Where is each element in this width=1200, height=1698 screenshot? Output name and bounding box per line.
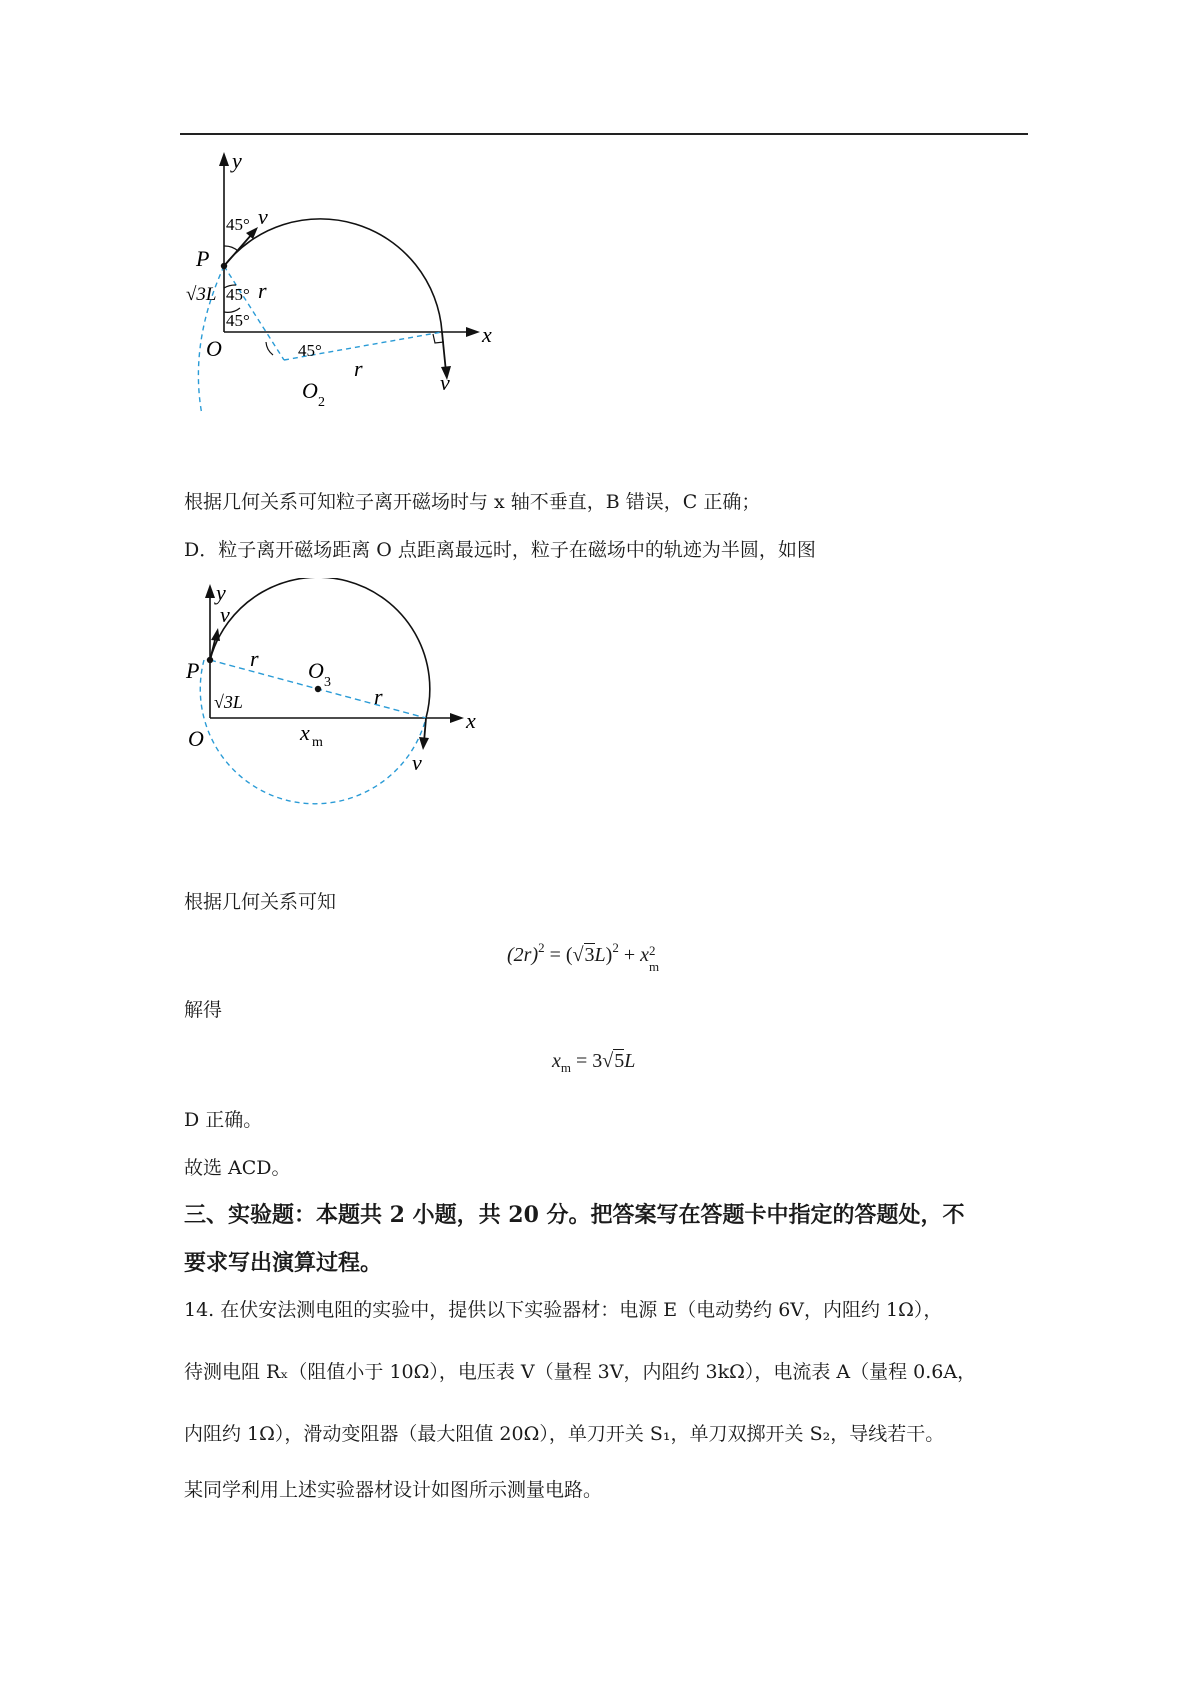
eq1-lhs-exponent: 2 (538, 940, 545, 955)
velocity-p-vector (224, 234, 252, 266)
eq2-equals: = 3 (571, 1050, 603, 1072)
equation-1: $(2r)^2 = (√3L)^2 + x$ 2 m (507, 940, 660, 974)
trajectory-arc (224, 219, 442, 332)
eq2-x: x (552, 1050, 561, 1072)
y-axis-arrow (219, 152, 229, 166)
r-label-2: r (374, 684, 383, 709)
v-label-exit: v (440, 370, 450, 395)
section-heading-line-2: 要求写出演算过程。 (184, 1250, 383, 1276)
eq2-L: L (624, 1050, 636, 1072)
equation-2: $x_m = 3√5L$ (552, 1050, 636, 1075)
center-o3 (315, 686, 321, 692)
angle-label-4: 45° (298, 341, 322, 360)
figure-1-trajectory-diagram (180, 150, 510, 420)
eq1-L: L (594, 944, 606, 966)
angle-arc-4 (266, 342, 273, 355)
v-label-exit: v (412, 750, 422, 775)
question-14-line-4: 某同学利用上述实验器材设计如图所示测量电路。 (184, 1479, 603, 1501)
point-p (221, 263, 227, 269)
section-heading-line-1: 三、实验题：本题共 2 小题，共 20 分。把答案写在答题卡中指定的答题处，不 (184, 1202, 965, 1228)
text-line-2: D．粒子离开磁场距离 O 点距离最远时，粒子在磁场中的轨迹为半圆，如图 (184, 539, 816, 561)
eq2-x-subscript: m (560, 1060, 572, 1075)
point-p (207, 657, 213, 663)
velocity-exit-vector (442, 332, 446, 372)
question-14-line-3: 内阻约 1Ω），滑动变阻器（最大阻值 20Ω），单刀开关 S₁，单刀双掷开关 S₂，导线若干。 (184, 1423, 945, 1445)
p-label: P (186, 658, 200, 683)
r-label-1: r (258, 278, 267, 303)
eq1-rhs-exponent: 2 (612, 940, 619, 955)
angle-arc-1 (224, 246, 238, 251)
x-axis-arrow (450, 713, 464, 723)
eq1-lhs: (2r) (507, 944, 539, 966)
length-label: √3L (186, 284, 217, 305)
text-line-6: 故选 ACD。 (184, 1157, 291, 1179)
x-axis-arrow (466, 327, 480, 337)
x-label: x (482, 322, 492, 347)
o2-label: O (302, 378, 318, 403)
question-14-line-2: 待测电阻 Rₓ（阻值小于 10Ω），电压表 V（量程 3V，内阻约 3kΩ），电流表 A（量程 0.6A， (184, 1361, 977, 1383)
angle-label-3: 45° (226, 311, 250, 330)
y-axis-arrow (205, 584, 215, 598)
eq1-plus: + (618, 944, 641, 966)
length-label: √3L (214, 692, 243, 712)
origin-label: O (188, 726, 204, 751)
angle-label-1: 45° (226, 215, 250, 234)
text-line-3: 根据几何关系可知 (184, 891, 337, 913)
y-label: y (216, 580, 226, 605)
v-label-p: v (258, 204, 268, 229)
p-label: P (196, 246, 210, 271)
semicircle-trajectory (210, 578, 430, 718)
text-line-4: 解得 (184, 999, 223, 1021)
angle-label-2: 45° (226, 285, 250, 304)
origin-label: O (206, 336, 222, 361)
o3-label: O (308, 658, 324, 683)
question-14-line-1: 14. 在伏安法测电阻的实验中，提供以下实验器材：电源 E（电动势约 6V，内阻约 1Ω）， (184, 1299, 943, 1321)
velocity-p-arrow (211, 628, 220, 641)
xm-label: x (300, 720, 310, 745)
y-label: y (232, 150, 242, 173)
r-label-2: r (354, 356, 363, 381)
eq2-root: 5 (614, 1050, 625, 1072)
text-line-1: 根据几何关系可知粒子离开磁场时与 x 轴不垂直，B 错误，C 正确； (184, 491, 761, 513)
x-label: x (466, 708, 476, 733)
o2-subscript: 2 (318, 395, 325, 410)
eq1-x: x (640, 944, 650, 966)
velocity-exit-arrow (419, 737, 429, 750)
eq1-x-subscript: m (649, 959, 660, 974)
eq1-root: 3 (584, 944, 595, 966)
header-rule (180, 133, 1028, 135)
o3-subscript: 3 (324, 675, 331, 690)
text-line-5: D 正确。 (184, 1109, 263, 1131)
eq1-x-exponent: 2 (649, 943, 656, 958)
r-label-1: r (250, 646, 259, 671)
figure-2-semicircle-diagram (180, 578, 490, 828)
xm-subscript: m (312, 735, 323, 750)
v-label-p: v (220, 602, 230, 627)
eq1-equals: = ( (544, 944, 573, 966)
